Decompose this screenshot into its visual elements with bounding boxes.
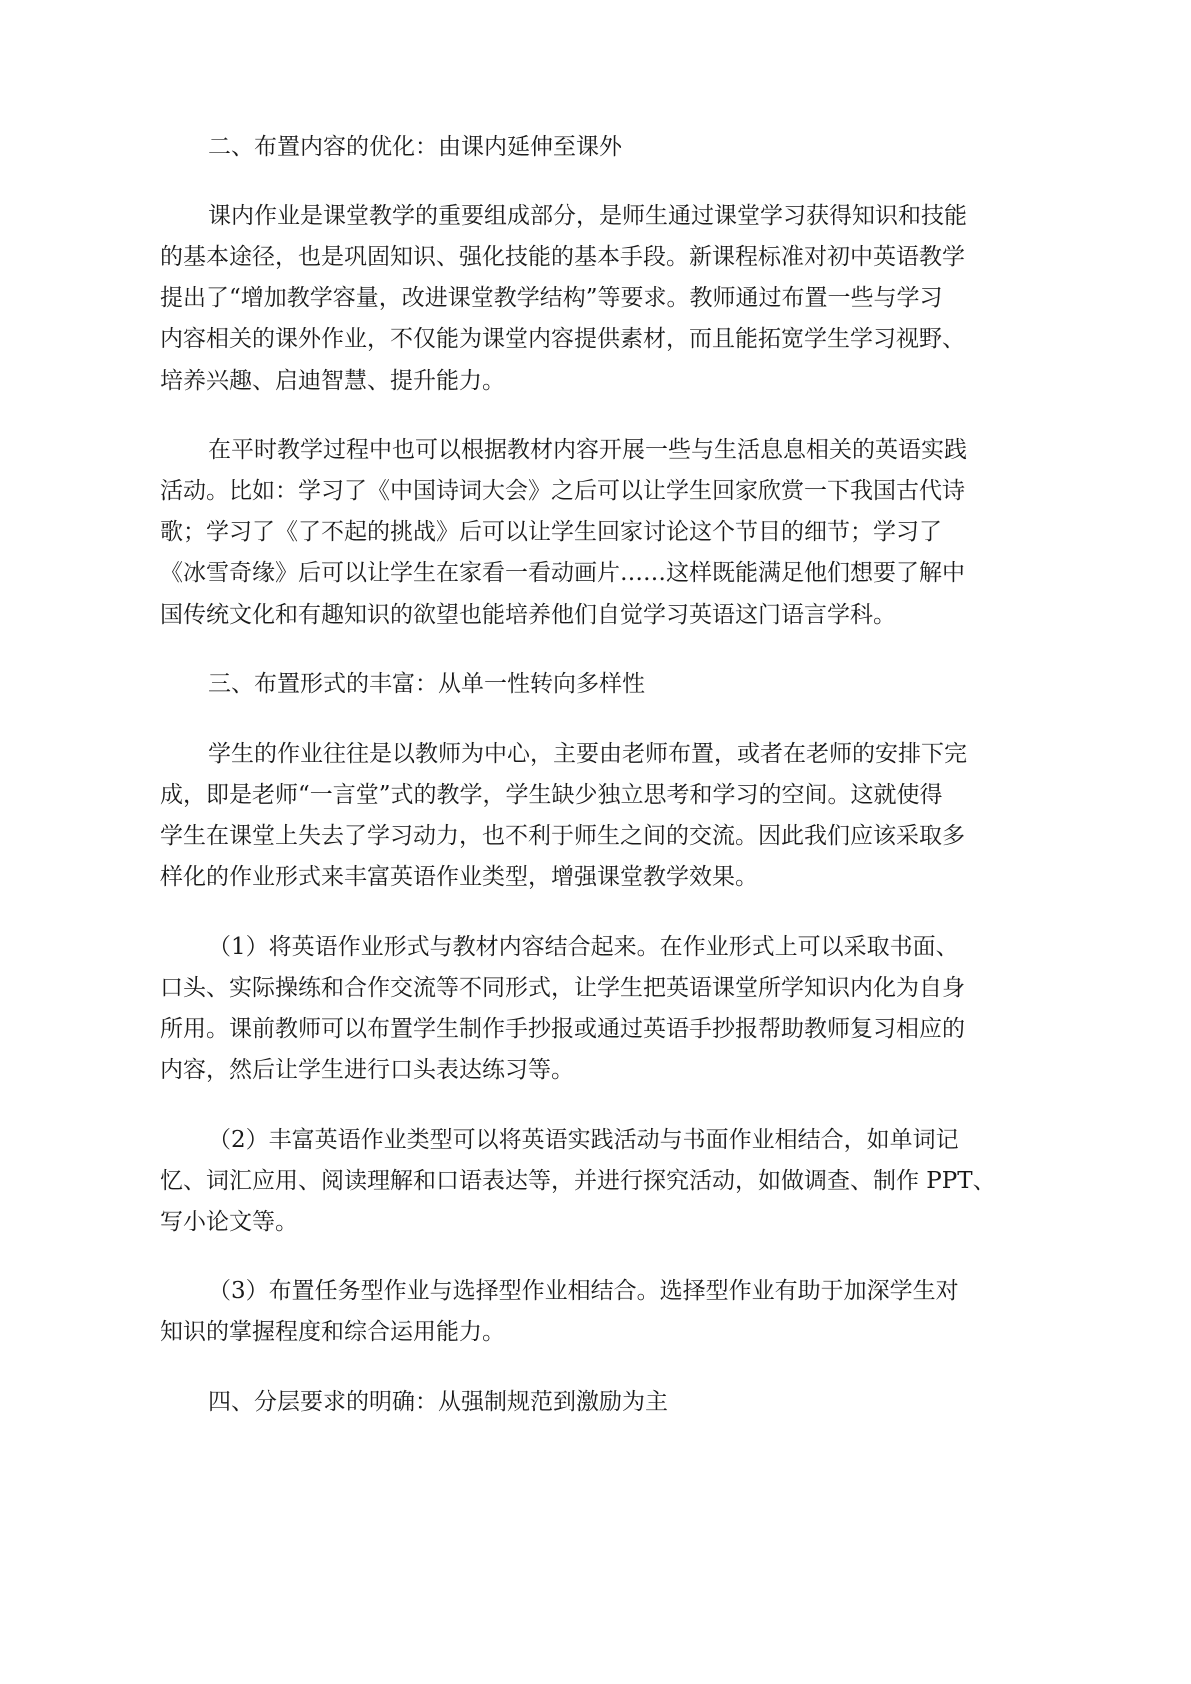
section-heading-4: 四、分层要求的明确：从强制规范到激励为主 xyxy=(208,1389,668,1415)
paragraph-line: 的基本途径，也是巩固知识、强化技能的基本手段。新课程标准对初中英语教学 xyxy=(160,244,965,270)
list-item-3-line: （3）布置任务型作业与选择型作业相结合。选择型作业有助于加深学生对 xyxy=(208,1278,959,1304)
paragraph-line: 学生在课堂上失去了学习动力，也不利于师生之间的交流。因此我们应该采取多 xyxy=(160,823,965,849)
paragraph-line: 提出了“增加教学容量，改进课堂教学结构”等要求。教师通过布置一些与学习 xyxy=(160,285,943,311)
paragraph-line: 成，即是老师“一言堂”式的教学，学生缺少独立思考和学习的空间。这就使得 xyxy=(160,782,943,808)
list-item-2-line: 写小论文等。 xyxy=(160,1209,298,1235)
list-item-1-line: 所用。课前教师可以布置学生制作手抄报或通过英语手抄报帮助教师复习相应的 xyxy=(160,1016,965,1042)
section-heading-3: 三、布置形式的丰富：从单一性转向多样性 xyxy=(208,671,645,697)
paragraph-line: 歌；学习了《了不起的挑战》后可以让学生回家讨论这个节目的细节；学习了 xyxy=(160,519,942,545)
paragraph-line: 《冰雪奇缘》后可以让学生在家看一看动画片……这样既能满足他们想要了解中 xyxy=(160,560,965,586)
paragraph-line: 国传统文化和有趣知识的欲望也能培养他们自觉学习英语这门语言学科。 xyxy=(160,602,896,628)
section-heading-2: 二、布置内容的优化：由课内延伸至课外 xyxy=(208,134,622,160)
list-item-3-line: 知识的掌握程度和综合运用能力。 xyxy=(160,1319,505,1345)
list-item-2-line: 忆、词汇应用、阅读理解和口语表达等，并进行探究活动，如做调查、制作 PPT、 xyxy=(160,1168,996,1194)
paragraph-line: 活动。比如：学习了《中国诗词大会》之后可以让学生回家欣赏一下我国古代诗 xyxy=(160,478,965,504)
paragraph-line: 在平时教学过程中也可以根据教材内容开展一些与生活息息相关的英语实践 xyxy=(208,437,967,463)
paragraph-line: 培养兴趣、启迪智慧、提升能力。 xyxy=(160,368,505,394)
list-item-1-line: （1）将英语作业形式与教材内容结合起来。在作业形式上可以采取书面、 xyxy=(208,934,959,960)
paragraph-line: 样化的作业形式来丰富英语作业类型，增强课堂教学效果。 xyxy=(160,864,758,890)
paragraph-line: 内容相关的课外作业，不仅能为课堂内容提供素材，而且能拓宽学生学习视野、 xyxy=(160,326,965,352)
list-item-1-line: 口头、实际操练和合作交流等不同形式，让学生把英语课堂所学知识内化为自身 xyxy=(160,975,965,1001)
list-item-2-line: （2）丰富英语作业类型可以将英语实践活动与书面作业相结合，如单词记 xyxy=(208,1127,959,1153)
list-item-1-line: 内容，然后让学生进行口头表达练习等。 xyxy=(160,1057,574,1083)
paragraph-line: 课内作业是课堂教学的重要组成部分，是师生通过课堂学习获得知识和技能 xyxy=(208,203,967,229)
paragraph-line: 学生的作业往往是以教师为中心，主要由老师布置，或者在老师的安排下完 xyxy=(208,741,967,767)
